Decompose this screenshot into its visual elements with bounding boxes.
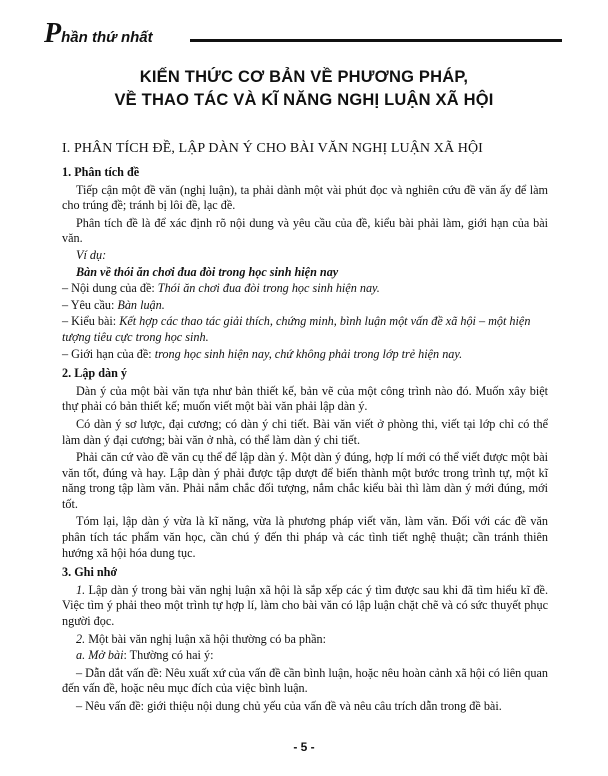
list-value: Thói ăn chơi đua đòi trong học sinh hiện nay. [157, 281, 380, 296]
page-header [44, 18, 562, 52]
example-title: Bàn về thói ăn chơi đua đòi trong học sinh hiện nay [76, 264, 339, 279]
item-number: 2. [76, 631, 86, 646]
paragraph: Phải căn cứ vào đề văn cụ thể để lập dàn ý. Một dàn ý đúng, hợp lí mới có thể viết được một bài văn tốt, đúng và hay. Lập dàn ý phải được tập dượt để biến thành một bước trong trình tự, một kĩ năng trong tập làm văn. Phải nắm chắc đối tượng, nắm chắc kiểu bài thì làm dàn ý mới đúng, mới tốt. [62, 450, 548, 511]
list-value: Bàn luận. [117, 297, 165, 312]
part-label [44, 18, 153, 50]
title-line-2: VỀ THAO TÁC VÀ KĨ NĂNG NGHỊ LUẬN XÃ HỘI [114, 91, 494, 109]
intro-line [62, 648, 548, 664]
paragraph: Có dàn ý sơ lược, đại cương; có dàn ý chi tiết. Bài văn viết ở phòng thi, viết tại lớp chỉ có thể làm dàn ý đại cương; bài văn ở nhà, có thể làm dàn ý chi tiết. [62, 416, 548, 447]
page-content [62, 161, 548, 715]
paragraph: Tóm lại, lập dàn ý vừa là kĩ năng, vừa là phương pháp viết văn, làm văn. Đối với các đề văn phân tích tác phẩm văn học, cần chú ý đến thi pháp và các tình tiết nghệ thuật; cần tránh thiên hướng xã hội hóa dung tục. [62, 514, 548, 560]
paragraph: Tiếp cận một đề văn (nghị luận), ta phải dành một vài phút đọc và nghiên cứu đề văn ấy để làm cho trúng đề; tránh bị lôi đề, lạc đề. [62, 182, 548, 213]
header-rule [190, 39, 562, 42]
heading-analysis: 1. Phân tích đề [62, 165, 140, 179]
example-limit [62, 347, 548, 363]
item-text: Lập dàn ý trong bài văn nghị luận xã hội là sắp xếp các ý tìm được sau khi đã tìm hiểu kĩ đề. Việc tìm ý phải theo một trình tự hợp lí, làm cho bài văn có lập luận chặt chẽ và có sức thuyết phục người đọc. [62, 582, 548, 629]
page-title [0, 66, 608, 112]
item-text: : Thường có hai ý: [123, 648, 214, 663]
list-prefix: – Yêu cầu: [62, 297, 118, 312]
item-label: a. Mở bài [76, 648, 124, 663]
paragraph [62, 632, 548, 648]
heading-outline: 2. Lập dàn ý [62, 366, 128, 381]
paragraph: Dàn ý của một bài văn tựa như bản thiết kế, bản vẽ của một công trình nào đó. Muốn xây biệt thự phải có bản thiết kế; muốn viết một bài văn phải lập dàn ý. [62, 383, 548, 414]
section-title: I. PHÂN TÍCH ĐỀ, LẬP DÀN Ý CHO BÀI VĂN NGHỊ LUẬN XÃ HỘI [62, 141, 483, 156]
item-text: Một bài văn nghị luận xã hội thường có ba phần: [85, 631, 326, 646]
part-label-initial: P [44, 18, 62, 49]
example-content [62, 281, 548, 297]
example-type [62, 314, 548, 345]
item-number: 1. [76, 582, 86, 597]
list-prefix: – Giới hạn của đề: [62, 346, 155, 361]
example-label: Ví dụ: [76, 247, 107, 262]
list-value: Kết hợp các thao tác giải thích, chứng minh, bình luận một vấn đề xã hội – một hiện tượng tiêu cực trong học sinh. [62, 314, 531, 344]
list-value: trong học sinh hiện nay, chứ không phải trong lớp trẻ hiện nay. [154, 346, 463, 361]
paragraph: – Nêu vấn đề: giới thiệu nội dung chủ yếu của vấn đề và nêu câu trích dẫn trong đề bài. [76, 699, 502, 713]
paragraph: Phân tích đề là để xác định rõ nội dung và yêu cầu của đề, kiểu bài phải làm, giới hạn của bài văn. [62, 215, 548, 246]
list-prefix: – Nội dung của đề: [62, 281, 158, 296]
part-label-rest: hần thứ nhất [61, 29, 153, 46]
heading-notes: 3. Ghi nhớ [62, 565, 118, 580]
title-line-1: KIẾN THỨC CƠ BẢN VỀ PHƯƠNG PHÁP, [139, 68, 469, 86]
paragraph [62, 583, 548, 630]
page-number: - 5 - [293, 740, 315, 754]
example-requirement [62, 298, 548, 314]
paragraph: – Dẫn dắt vấn đề: Nêu xuất xứ của vấn đề cần bình luận, hoặc nêu hoàn cảnh xã hội có liên quan đến vấn đề, hoặc nêu mục đích của việc bình luận. [62, 665, 548, 696]
list-prefix: – Kiểu bài: [62, 314, 120, 329]
